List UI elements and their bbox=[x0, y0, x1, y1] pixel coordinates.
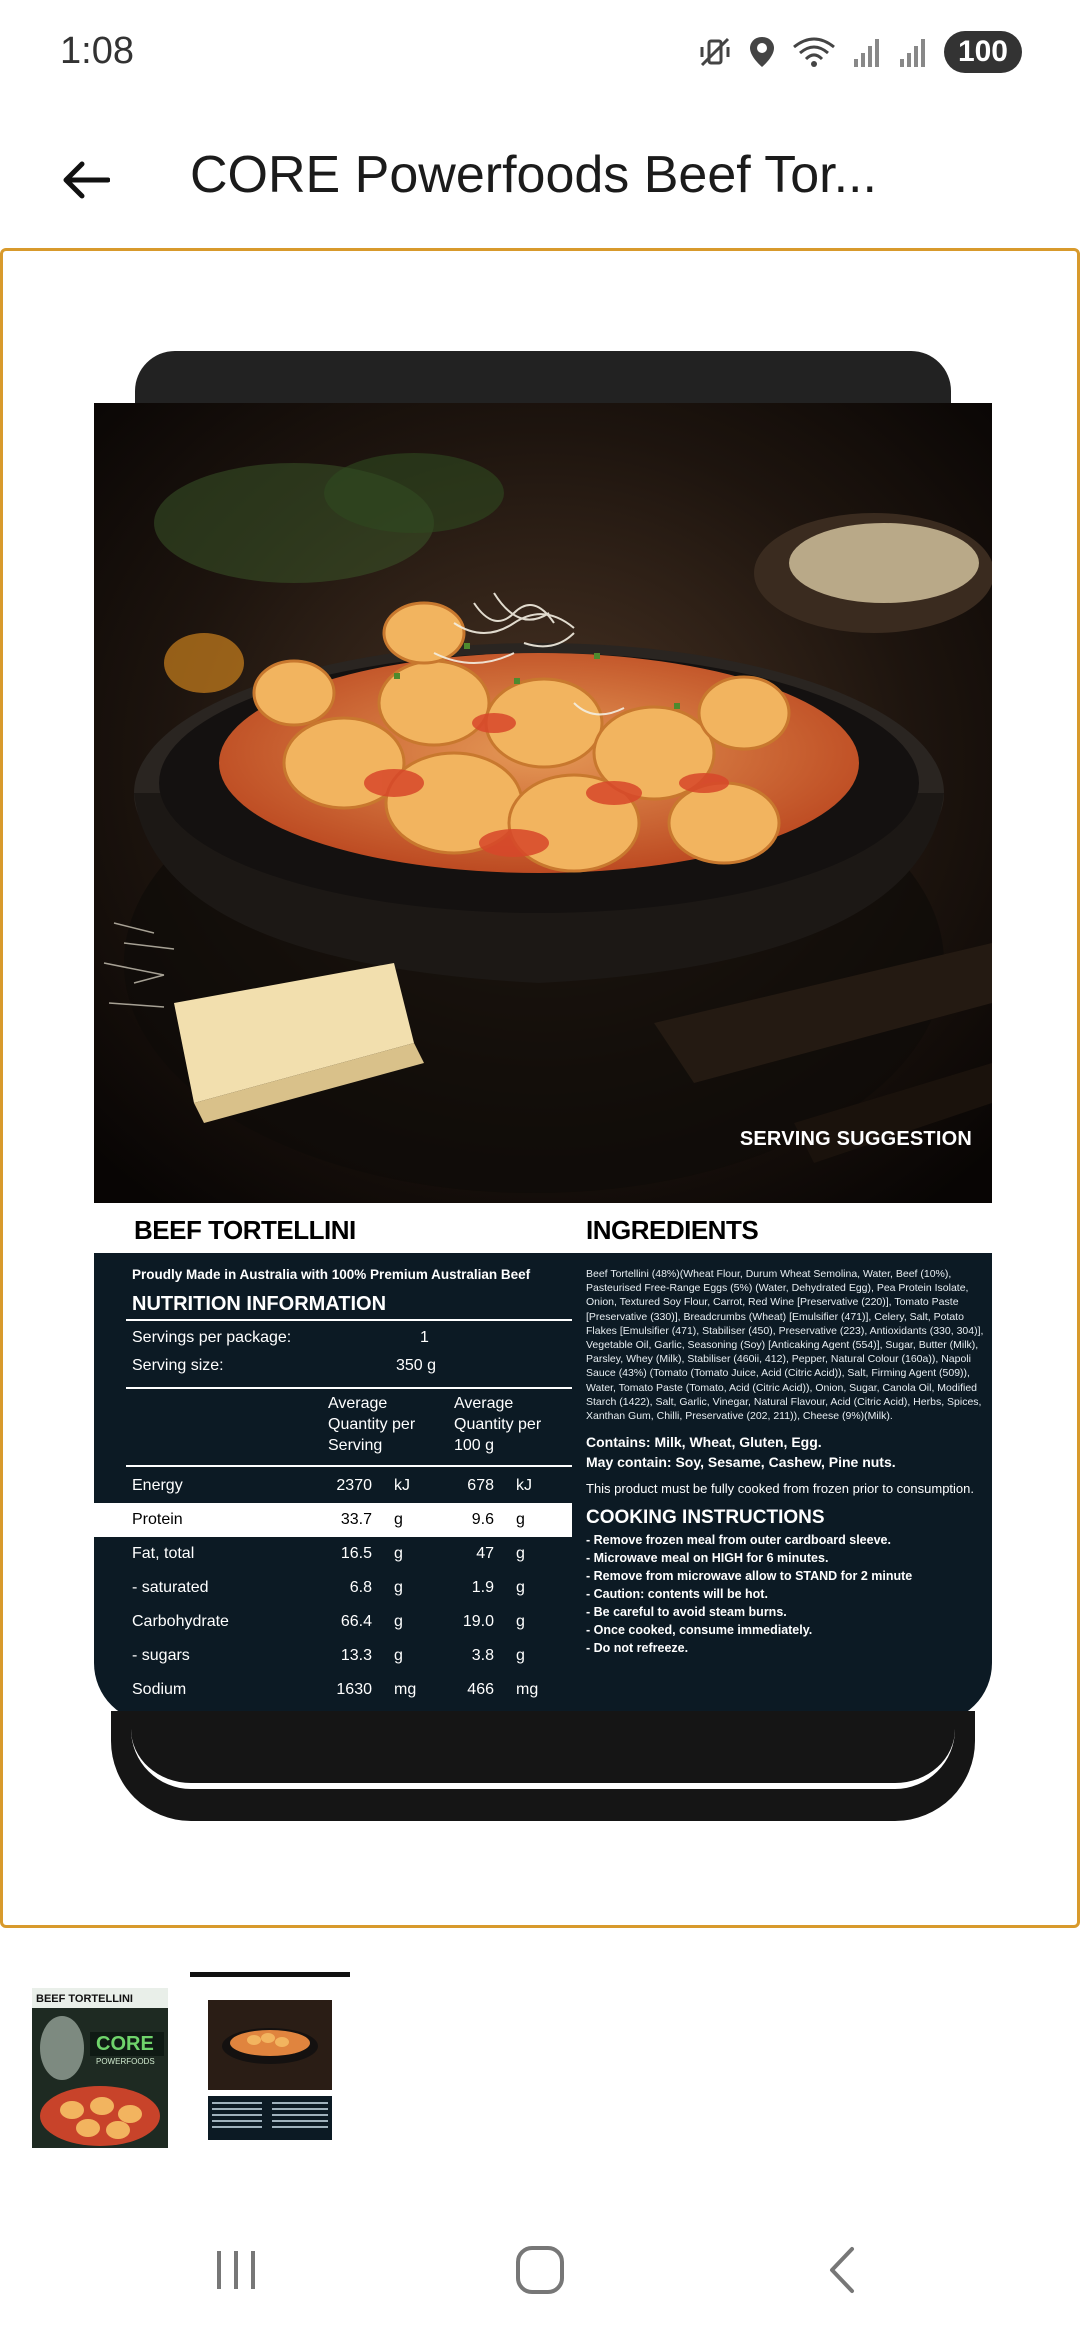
per-100g-value: 1.9 bbox=[471, 1579, 494, 1596]
label-header bbox=[94, 1203, 992, 1253]
per-100g-value: 19.0 bbox=[462, 1613, 494, 1630]
per-100g-value: 9.6 bbox=[471, 1511, 494, 1528]
cooking-step: - Microwave meal on HIGH for 6 minutes. bbox=[586, 1551, 829, 1566]
column-header-100g: Average Quantity per 100 g bbox=[454, 1395, 542, 1454]
table-row bbox=[94, 1469, 572, 1503]
tray-rim bbox=[135, 351, 951, 411]
table-row bbox=[94, 1673, 572, 1707]
per-serving-value: 2370 bbox=[336, 1477, 372, 1494]
thumbnail-label: BEEF TORTELLINI bbox=[36, 1993, 133, 2005]
cooking-step: - Caution: contents will be hot. bbox=[586, 1587, 768, 1602]
location-icon bbox=[748, 35, 776, 69]
per-100g-unit: kJ bbox=[516, 1477, 532, 1494]
cooking-step: - Remove from microwave allow to STAND for 2 minute bbox=[586, 1569, 913, 1584]
thumbnail-brand-sub: POWERFOODS bbox=[96, 2057, 155, 2066]
serving-suggestion-label: SERVING SUGGESTION bbox=[739, 1128, 972, 1150]
cooking-step: - Once cooked, consume immediately. bbox=[586, 1623, 813, 1638]
back-button[interactable] bbox=[40, 135, 130, 225]
nutrition-title: NUTRITION INFORMATION bbox=[132, 1293, 387, 1315]
per-serving-unit: g bbox=[394, 1647, 403, 1664]
system-back-button[interactable] bbox=[782, 2230, 902, 2310]
serving-photo bbox=[94, 403, 992, 1203]
ingredients-heading: INGREDIENTS bbox=[586, 1215, 759, 1245]
recent-apps-button[interactable] bbox=[176, 2230, 296, 2310]
divider bbox=[126, 1319, 572, 1321]
system-nav-bar bbox=[0, 2200, 1080, 2340]
nutrient-name: Energy bbox=[132, 1477, 183, 1494]
nutrient-name: Sodium bbox=[132, 1681, 187, 1698]
allergen-may-contain: May contain: Soy, Sesame, Cashew, Pine nuts. bbox=[586, 1454, 896, 1471]
table-row bbox=[94, 1605, 572, 1639]
serving-size-label: Serving size: bbox=[132, 1357, 224, 1374]
cooking-warning: This product must be fully cooked from frozen prior to consumption. bbox=[586, 1481, 975, 1497]
product-image-viewer[interactable] bbox=[0, 248, 1080, 1928]
per-100g-value: 47 bbox=[476, 1545, 494, 1562]
recent-apps-icon bbox=[211, 2245, 261, 2295]
per-100g-unit: mg bbox=[516, 1681, 539, 1698]
thumbnail-serving-suggestion[interactable] bbox=[202, 1988, 338, 2148]
serving-size-value: 350 g bbox=[396, 1357, 437, 1374]
front-pack-thumbnail-image bbox=[32, 1988, 168, 2148]
nutrient-name: - sugars bbox=[132, 1647, 190, 1664]
tortellini-bowl-illustration bbox=[94, 403, 992, 1203]
cooking-step: - Remove frozen meal from outer cardboard sleeve. bbox=[586, 1533, 891, 1548]
status-icons bbox=[698, 30, 1022, 74]
per-serving-value: 6.8 bbox=[349, 1579, 372, 1596]
per-serving-unit: kJ bbox=[394, 1477, 410, 1494]
nutrition-panel bbox=[94, 1253, 572, 1723]
battery-indicator: 100 bbox=[944, 31, 1022, 73]
nutrition-table bbox=[94, 1469, 572, 1707]
per-serving-value: 13.3 bbox=[340, 1647, 372, 1664]
wifi-icon bbox=[792, 35, 836, 69]
cooking-step: - Do not refreeze. bbox=[586, 1641, 689, 1656]
per-serving-unit: g bbox=[394, 1511, 403, 1528]
status-bar bbox=[0, 0, 1080, 110]
home-icon bbox=[513, 2243, 567, 2297]
per-serving-unit: g bbox=[394, 1545, 403, 1562]
ingredients-panel bbox=[586, 1267, 986, 1657]
app-bar bbox=[0, 110, 1080, 250]
thumbnail-brand: CORE bbox=[96, 2033, 154, 2055]
per-serving-value: 1630 bbox=[336, 1681, 372, 1698]
divider bbox=[126, 1465, 572, 1467]
per-100g-value: 3.8 bbox=[471, 1647, 494, 1664]
cooking-instructions-title: COOKING INSTRUCTIONS bbox=[586, 1507, 825, 1529]
nutrient-name: - saturated bbox=[132, 1579, 209, 1596]
per-100g-unit: g bbox=[516, 1579, 525, 1596]
home-button[interactable] bbox=[480, 2230, 600, 2310]
servings-per-package-value: 1 bbox=[420, 1329, 429, 1346]
nutrient-name: Fat, total bbox=[132, 1545, 195, 1562]
signal-icon bbox=[852, 35, 882, 69]
table-row bbox=[94, 1503, 572, 1537]
per-100g-unit: g bbox=[516, 1545, 525, 1562]
selected-thumbnail-indicator bbox=[190, 1972, 350, 1977]
nutrient-name: Protein bbox=[132, 1511, 183, 1528]
label-panel bbox=[94, 1253, 992, 1723]
column-header-serving: Average Quantity per Serving bbox=[328, 1395, 416, 1454]
table-row bbox=[94, 1639, 572, 1673]
per-serving-value: 33.7 bbox=[340, 1511, 372, 1528]
per-serving-unit: g bbox=[394, 1579, 403, 1596]
back-icon bbox=[822, 2243, 862, 2297]
per-100g-value: 678 bbox=[467, 1477, 494, 1494]
signal-icon bbox=[898, 35, 928, 69]
per-100g-unit: g bbox=[516, 1511, 525, 1528]
tray-rim-highlight bbox=[131, 1729, 955, 1789]
status-time: 1:08 bbox=[60, 30, 134, 72]
per-serving-value: 16.5 bbox=[340, 1545, 372, 1562]
serving-suggestion-thumbnail-image bbox=[202, 1988, 338, 2148]
product-tray-image bbox=[91, 351, 995, 1821]
thumbnail-strip bbox=[0, 1946, 1080, 2176]
mute-vibrate-icon bbox=[698, 35, 732, 69]
per-serving-unit: mg bbox=[394, 1681, 417, 1698]
made-in-statement: Proudly Made in Australia with 100% Premium Australian Beef bbox=[132, 1267, 531, 1282]
thumbnail-front-pack[interactable] bbox=[32, 1988, 168, 2148]
table-row bbox=[94, 1571, 572, 1605]
divider bbox=[126, 1387, 572, 1389]
arrow-left-icon bbox=[60, 160, 110, 200]
per-serving-unit: g bbox=[394, 1613, 403, 1630]
cooking-step: - Be careful to avoid steam burns. bbox=[586, 1605, 787, 1620]
per-100g-unit: g bbox=[516, 1613, 525, 1630]
per-100g-unit: g bbox=[516, 1647, 525, 1664]
cooking-instructions-list bbox=[586, 1531, 986, 1657]
nutrient-name: Carbohydrate bbox=[132, 1613, 229, 1630]
allergen-contains: Contains: Milk, Wheat, Gluten, Egg. bbox=[586, 1434, 822, 1451]
page-title: CORE Powerfoods Beef Tor... bbox=[190, 146, 877, 204]
per-serving-value: 66.4 bbox=[340, 1613, 372, 1630]
product-name: BEEF TORTELLINI bbox=[134, 1215, 356, 1245]
ingredients-text: Beef Tortellini (48%)(Wheat Flour, Durum Wheat Semolina, Water, Beef (10%), Pasteurised Free-Range Eggs (5%) (Water, Dehydrated Egg), Pea Protein Isolate, Onion, Textured Soy Flour, Carrot, Red Wine [Preservative (220)], Tomato Paste [Preservative (330)], Breadcrumbs (Wheat) [Emulsifier (471)], Celery, Salt, Potato Flakes [Emulsifier (471), Stabiliser (450), Preservative (223), Antioxidants (330, 304)], Vegetable Oil, Garlic, Seasoning (Soy) [Anticaking Agent (554)], Sugar, Butter (Milk), Parsley, Whey (Milk), Stabiliser (460ii, 412), Pepper, Natural Colour (160a)), Napoli Sauce (43%) (Tomato (Tomato Juice, Acid (Citric Acid)), Salt, Firming Agent (509)), Water, Tomato Paste (Tomato, Acid (Citric Acid)), Onion, Sugar, Canola Oil, Modified Starch (1422), Salt, Garlic, Vinegar, Natural Flavour, Acid (Citric Acid), Herbs, Spices, Xanthan Gum, Chilli, Preservative (202, 211)), Cheese (9%)(Milk). bbox=[586, 1268, 984, 1423]
per-100g-value: 466 bbox=[467, 1681, 494, 1698]
servings-per-package-label: Servings per package: bbox=[132, 1329, 292, 1346]
table-row bbox=[94, 1537, 572, 1571]
